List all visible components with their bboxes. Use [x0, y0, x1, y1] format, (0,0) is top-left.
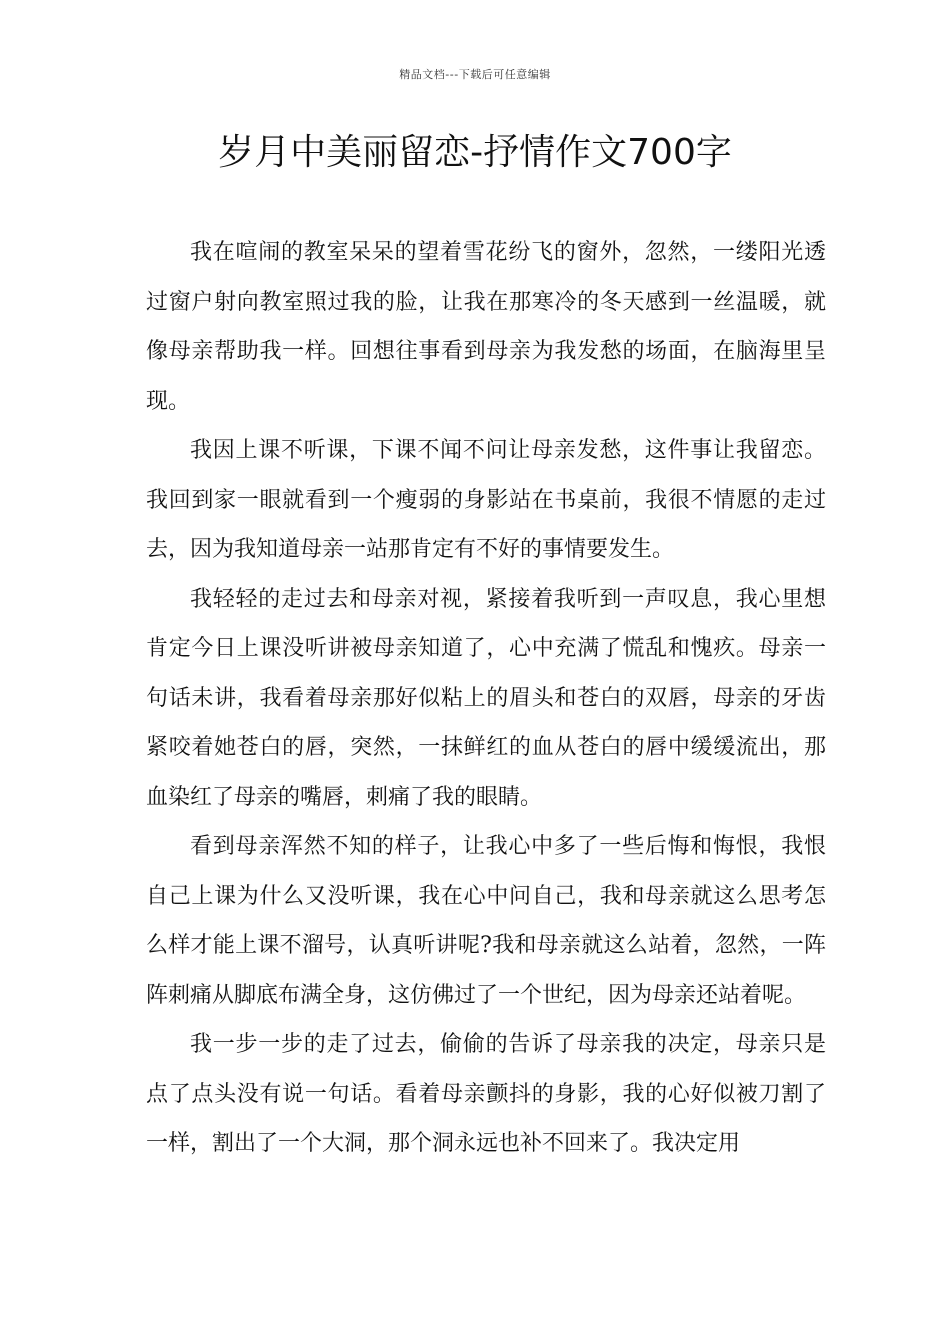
article-body — [146, 228, 826, 1169]
paragraph: 我在喧闹的教室呆呆的望着雪花纷飞的窗外，忽然，一缕阳光透过窗户射向教室照过我的脸，让我在那寒冷的冬天感到一丝温暖，就像母亲帮助我一样。回想往事看到母亲为我发愁的场面，在脑海里呈现。 — [146, 240, 826, 414]
page-title: 岁月中美丽留恋-抒情作文700字 — [218, 132, 732, 173]
paragraph: 我轻轻的走过去和母亲对视，紧接着我听到一声叹息，我心里想肯定今日上课没听讲被母亲知道了，心中充满了慌乱和愧疚。母亲一句话未讲，我看着母亲那好似粘上的眉头和苍白的双唇，母亲的牙齿紧咬着她苍白的唇，突然，一抹鲜红的血从苍白的唇中缓缓流出，那血染红了母亲的嘴唇，刺痛了我的眼睛。 — [146, 586, 826, 810]
header-note: 精品文档---下载后可任意编辑 — [399, 68, 551, 81]
paragraph: 我一步一步的走了过去，偷偷的告诉了母亲我的决定，母亲只是点了点头没有说一句话。看着母亲颤抖的身影，我的心好似被刀割了一样，割出了一个大洞，那个洞永远也补不回来了。我决定用 — [146, 1032, 826, 1156]
paragraph: 我因上课不听课，下课不闻不问让母亲发愁，这件事让我留恋。我回到家一眼就看到一个瘦弱的身影站在书桌前，我很不情愿的走过去，因为我知道母亲一站那肯定有不好的事情要发生。 — [146, 438, 826, 562]
paragraph: 看到母亲浑然不知的样子，让我心中多了一些后悔和悔恨，我恨自己上课为什么又没听课，我在心中问自己，我和母亲就这么思考怎么样才能上课不溜号，认真听讲呢?我和母亲就这么站着，忽然，一阵阵刺痛从脚底布满全身，这仿佛过了一个世纪，因为母亲还站着呢。 — [146, 834, 826, 1008]
